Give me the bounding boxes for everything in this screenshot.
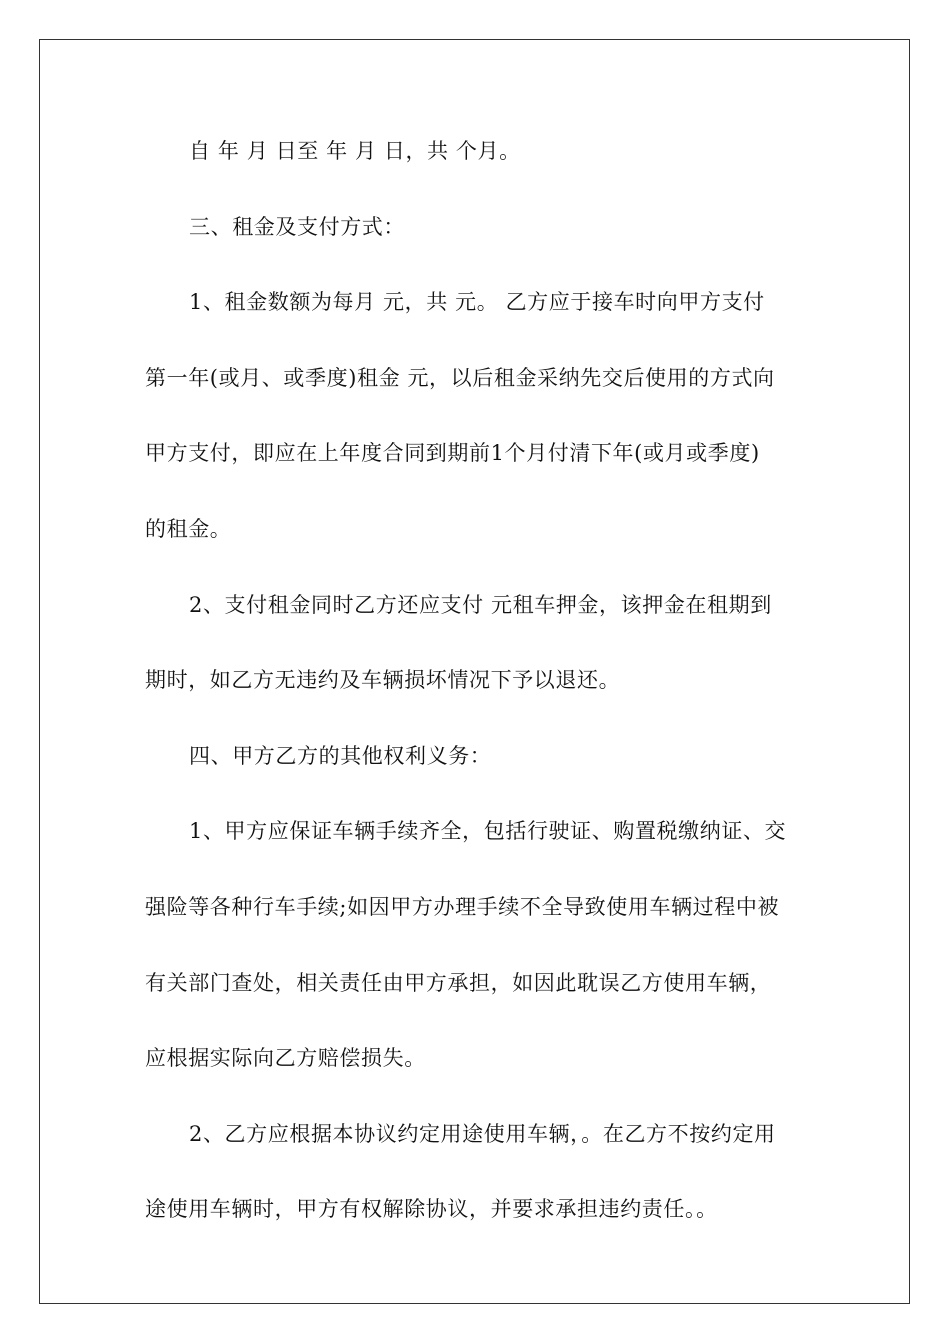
- paragraph-line: 应根据实际向乙方赔偿损失。: [145, 1046, 426, 1071]
- paragraph-line: 2、乙方应根据本协议约定用途使用车辆，。在乙方不按约定用: [189, 1121, 776, 1146]
- paragraph-line: 途使用车辆时，甲方有权解除协议，并要求承担违约责任。。: [145, 1197, 718, 1222]
- document-body: [145, 130, 810, 1264]
- paragraph-line: 1、甲方应保证车辆手续齐全，包括行驶证、购置税缴纳证、交: [189, 819, 787, 844]
- paragraph-line: 有关部门查处，相关责任由甲方承担，如因此耽误乙方使用车辆，: [145, 970, 772, 995]
- paragraph-line: 第一年(或月、或季度)租金 元，以后租金采纳先交后使用的方式向: [145, 365, 775, 390]
- paragraph-line: 的租金。: [145, 516, 232, 541]
- paragraph-line: 2、支付租金同时乙方还应支付 元租车押金，该押金在租期到: [189, 592, 772, 617]
- section-heading-rights-obligations: 四、甲方乙方的其他权利义务：: [189, 743, 492, 768]
- paragraph-line: 1、租金数额为每月 元，共 元。 乙方应于接车时向甲方支付: [189, 290, 765, 315]
- paragraph-line: 期时，如乙方无违约及车辆损坏情况下予以退还。: [145, 668, 621, 693]
- section-heading-rent-payment: 三、租金及支付方式：: [189, 214, 405, 239]
- paragraph-line: 强险等各种行车手续;如因甲方办理手续不全导致使用车辆过程中被: [145, 894, 780, 919]
- paragraph-line: 甲方支付，即应在上年度合同到期前1个月付清下年(或月或季度): [145, 441, 760, 466]
- rental-period-line: 自 年 月 日至 年 月 日，共 个月。: [189, 139, 521, 163]
